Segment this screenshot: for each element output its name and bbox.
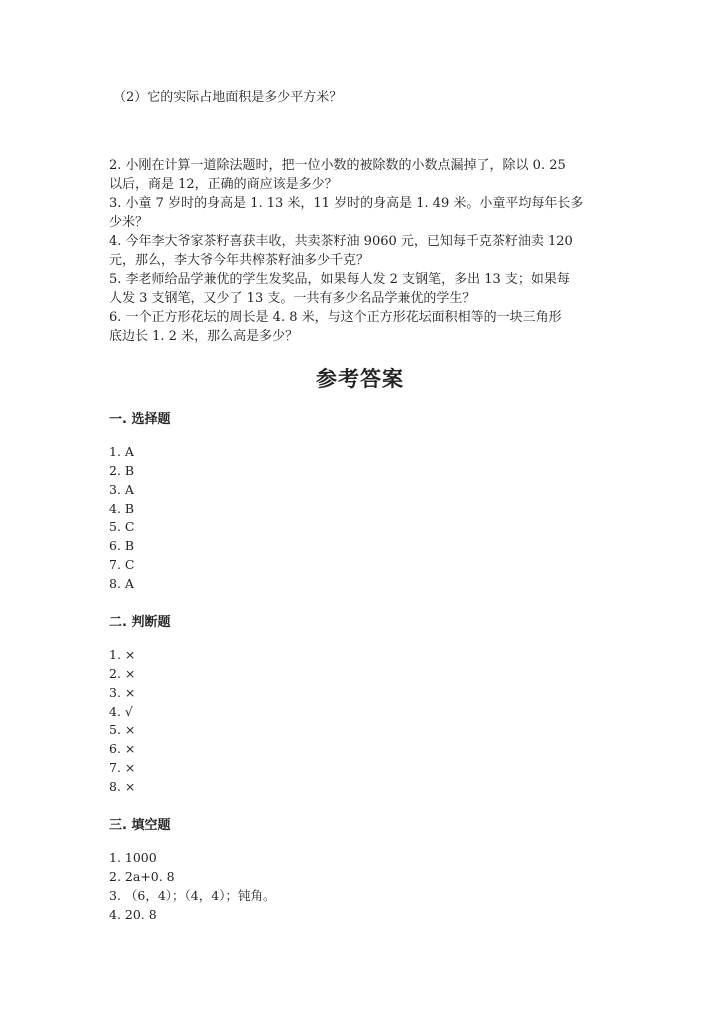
problem-line: 人发 3 支钢笔，又少了 13 支。一共有多少名品学兼优的学生？ bbox=[109, 291, 476, 306]
answer-item: 3. （6，4）；（4，4）；钝角。 bbox=[109, 888, 276, 903]
answer-item: 2. 2a+0. 8 bbox=[109, 869, 175, 884]
problem-line: 少米？ bbox=[109, 215, 149, 230]
problem-line: 底边长 1. 2 米，那么高是多少？ bbox=[109, 329, 299, 344]
problem-line: 5. 李老师给品学兼优的学生发奖品，如果每人发 2 支钢笔，多出 13 支；如果每 bbox=[109, 272, 570, 287]
answer-item: 2. × bbox=[109, 666, 136, 681]
answer-item: 5. × bbox=[109, 722, 136, 737]
answer-item: 1. A bbox=[109, 444, 134, 459]
section-heading: 二. 判断题 bbox=[109, 615, 171, 630]
problem-line: 2. 小刚在计算一道除法题时，把一位小数的被除数的小数点漏掉了，除以 0. 25 bbox=[109, 158, 566, 173]
answer-item: 3. A bbox=[109, 482, 134, 497]
answer-item: 2. B bbox=[109, 463, 135, 478]
problem-line: 3. 小童 7 岁时的身高是 1. 13 米，11 岁时的身高是 1. 49 米。小童平均每年长多 bbox=[109, 196, 584, 211]
section-heading: 三. 填空题 bbox=[109, 818, 171, 833]
section-heading: 一. 选择题 bbox=[109, 412, 171, 427]
answer-item: 8. A bbox=[109, 576, 134, 591]
answer-item: 3. × bbox=[109, 685, 136, 700]
answer-item: 4. √ bbox=[109, 704, 133, 719]
problem-line: 4. 今年李大爷家茶籽喜获丰收，共卖茶籽油 9060 元，已知每千克茶籽油卖 120 bbox=[109, 234, 573, 249]
answer-item: 8. × bbox=[109, 779, 136, 794]
answer-item: 1. × bbox=[109, 647, 136, 662]
problem-line: 元，那么，李大爷今年共榨茶籽油多少千克？ bbox=[109, 253, 370, 268]
problem-line: 以后，商是 12，正确的商应该是多少？ bbox=[109, 177, 338, 192]
answer-item: 6. B bbox=[109, 538, 135, 553]
answer-item: 6. × bbox=[109, 741, 136, 756]
answer-item: 7. × bbox=[109, 760, 136, 775]
answer-item: 4. 20. 8 bbox=[109, 907, 157, 922]
problem-line: 6. 一个正方形花坛的周长是 4. 8 米，与这个正方形花坛面积相等的一块三角形 bbox=[109, 310, 562, 325]
answer-item: 1. 1000 bbox=[109, 850, 157, 865]
part2-question: （2）它的实际占地面积是多少平方米？ bbox=[113, 90, 343, 105]
answer-item: 7. C bbox=[109, 557, 135, 572]
answer-title: 参考答案 bbox=[316, 367, 404, 391]
answer-item: 5. C bbox=[109, 519, 135, 534]
answer-item: 4. B bbox=[109, 501, 135, 516]
